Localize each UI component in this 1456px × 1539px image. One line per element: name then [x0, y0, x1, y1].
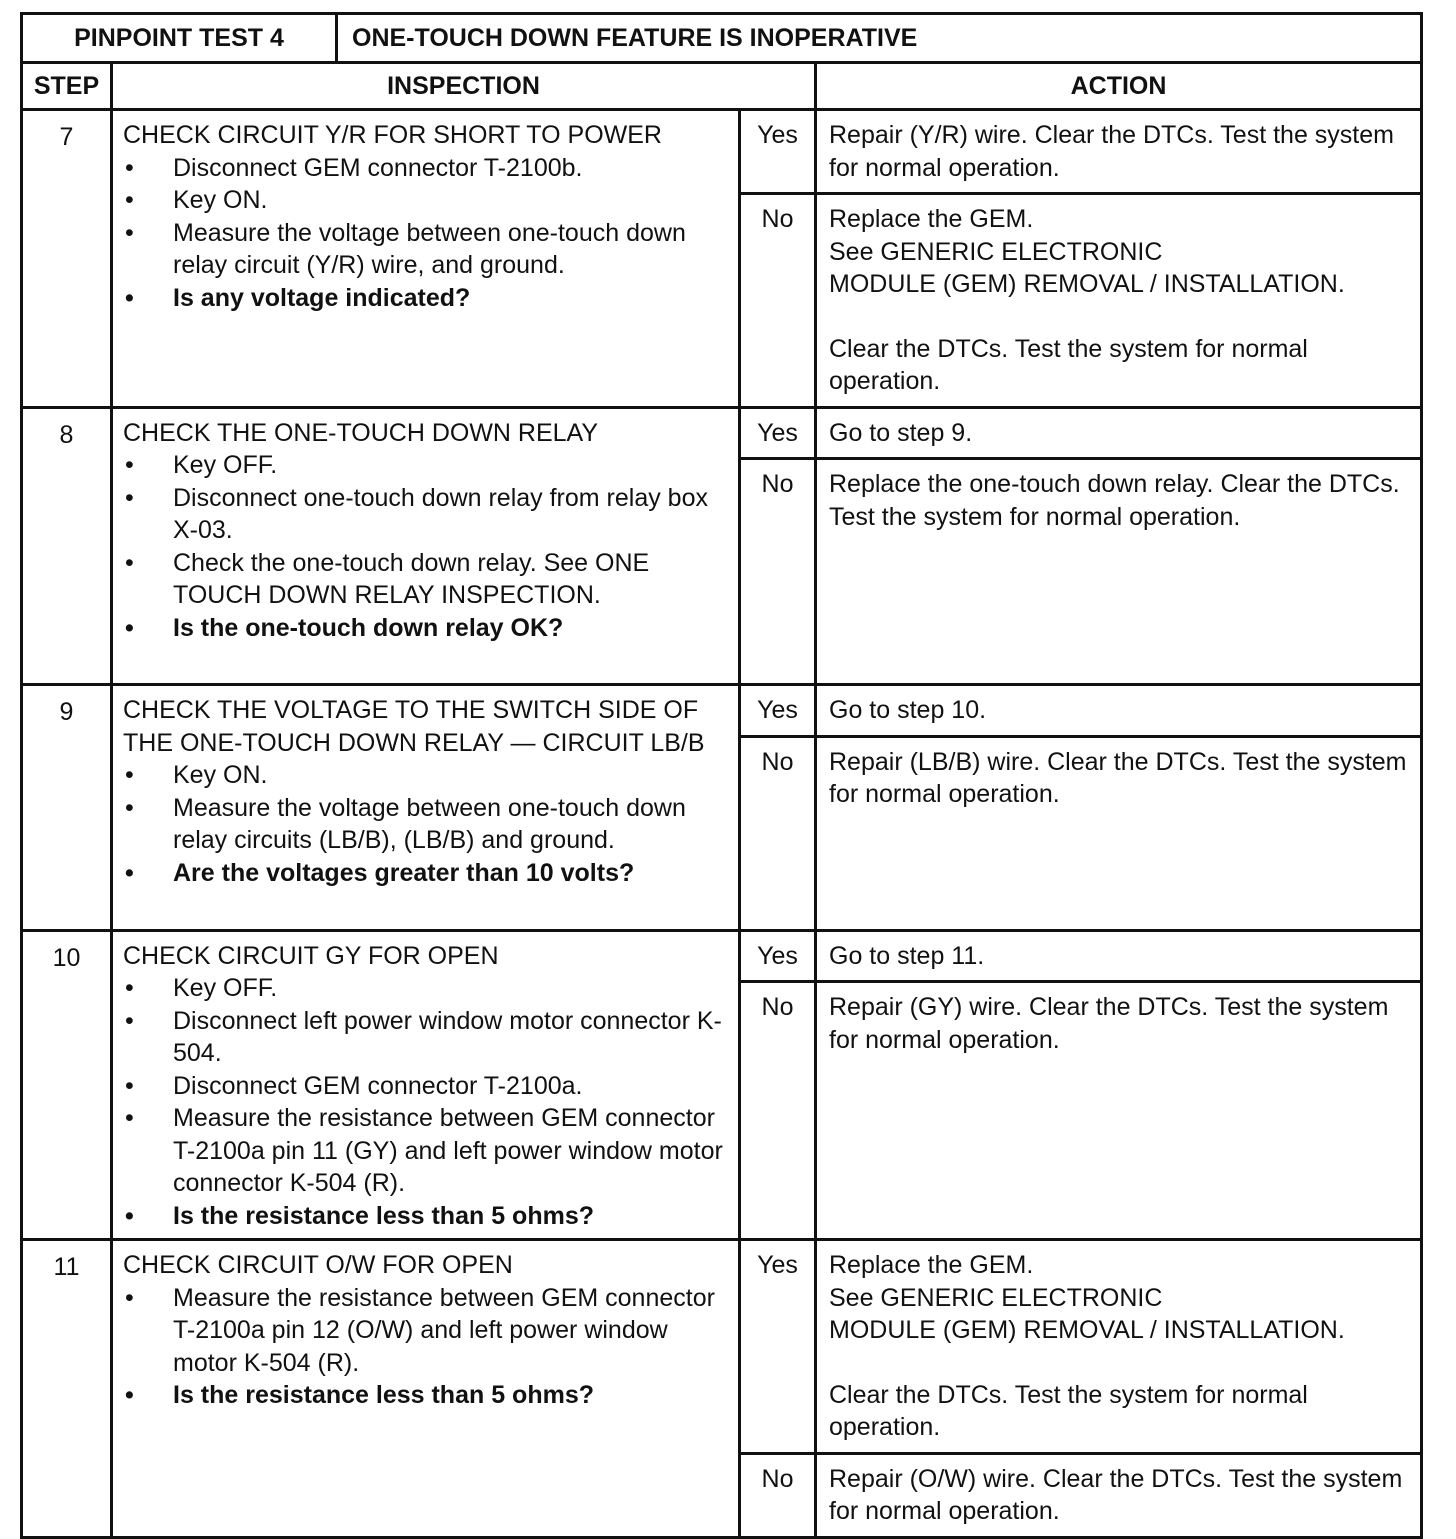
inspection-bullets: [123, 972, 732, 1232]
action-yes: [816, 407, 1422, 459]
column-header-step: STEP: [22, 63, 112, 110]
bullet-icon: •: [125, 548, 134, 577]
bullet-icon: •: [125, 974, 134, 1002]
question-text: Is any voltage indicated?: [173, 283, 471, 312]
inspection-cell: [112, 407, 740, 685]
answer-yes-label: Yes: [740, 1240, 816, 1454]
inspection-bullet: [123, 759, 732, 792]
bullet-icon: •: [125, 613, 134, 642]
bullet-text: Measure the voltage between one-touch down relay circuit (Y/R) wire, and ground.: [173, 218, 686, 279]
inspection-question: [123, 857, 732, 890]
column-header-action: ACTION: [816, 63, 1422, 110]
bullet-icon: •: [125, 218, 134, 247]
bullet-icon: •: [125, 761, 134, 789]
action-yes: [816, 1240, 1422, 1454]
answer-no-label: No: [740, 459, 816, 685]
action-text: Repair (GY) wire. Clear the DTCs. Test the system for normal operation.: [829, 993, 1389, 1054]
action-text: Repair (O/W) wire. Clear the DTCs. Test the system for normal operation.: [829, 1464, 1403, 1525]
inspection-title: CHECK THE VOLTAGE TO THE SWITCH SIDE OF THE ONE-TOUCH DOWN RELAY — CIRCUIT LB/B: [123, 696, 705, 757]
answer-yes-label: Yes: [740, 407, 816, 459]
inspection-title: CHECK CIRCUIT O/W FOR OPEN: [123, 1251, 513, 1279]
action-no: [816, 736, 1422, 930]
bullet-text: Check the one-touch down relay. See ONE TOUCH DOWN RELAY INSPECTION.: [173, 548, 650, 609]
bullet-icon: •: [125, 1006, 134, 1035]
answer-yes-label: Yes: [740, 110, 816, 194]
action-text: Go to step 9.: [829, 418, 973, 447]
inspection-bullet: [123, 972, 732, 1005]
action-yes: [816, 930, 1422, 982]
inspection-bullets: [123, 152, 732, 315]
step-number: 10: [22, 930, 112, 1240]
answer-no-label: No: [740, 736, 816, 930]
action-text: MODULE (GEM) REMOVAL / INSTALLATION.: [829, 1316, 1345, 1344]
bullet-text: Disconnect GEM connector T-2100a.: [173, 1071, 583, 1100]
inspection-bullets: [123, 1282, 732, 1412]
bullet-icon: •: [125, 1104, 134, 1132]
pinpoint-test-table: [20, 12, 1423, 1539]
bullet-text: Key OFF.: [173, 974, 278, 1002]
bullet-icon: •: [125, 283, 134, 312]
answer-no-label: No: [740, 1453, 816, 1537]
inspection-bullets: [123, 449, 732, 644]
action-text: Repair (LB/B) wire. Clear the DTCs. Test the system for normal operation.: [829, 747, 1407, 808]
pinpoint-test-document: [20, 12, 1420, 1539]
question-text: Is the resistance less than 5 ohms?: [173, 1201, 594, 1230]
test-id: PINPOINT TEST 4: [23, 15, 338, 61]
bullet-text: Measure the resistance between GEM connector T-2100a pin 11 (GY) and left power window motor connector K-504 (R).: [173, 1104, 723, 1197]
step-number: 11: [22, 1240, 112, 1538]
inspection-bullet: [123, 1102, 732, 1200]
question-text: Are the voltages greater than 10 volts?: [173, 858, 635, 887]
inspection-cell: [112, 685, 740, 931]
inspection-title: CHECK CIRCUIT GY FOR OPEN: [123, 941, 499, 970]
answer-no-label: No: [740, 194, 816, 408]
bullet-icon: •: [125, 793, 134, 822]
inspection-title: CHECK CIRCUIT Y/R FOR SHORT TO POWER: [123, 121, 662, 149]
column-header-row: [22, 63, 1422, 110]
inspection-bullet: [123, 792, 732, 857]
question-text: Is the one-touch down relay OK?: [173, 613, 564, 642]
bullet-text: Measure the resistance between GEM connector T-2100a pin 12 (O/W) and left power window motor K-504 (R).: [173, 1283, 715, 1377]
action-text: See GENERIC ELECTRONIC: [829, 1283, 1163, 1312]
action-text: Replace the GEM.: [829, 205, 1034, 233]
step-number: 9: [22, 685, 112, 931]
action-spacer: [829, 1347, 1412, 1379]
inspection-bullet: [123, 1070, 732, 1103]
bullet-icon: •: [125, 186, 134, 214]
bullet-icon: •: [125, 1201, 134, 1230]
action-text: Repair (Y/R) wire. Clear the DTCs. Test the system for normal operation.: [829, 121, 1394, 182]
test-title: ONE-TOUCH DOWN FEATURE IS INOPERATIVE: [352, 23, 918, 52]
bullet-text: Key ON.: [173, 761, 268, 789]
bullet-icon: •: [125, 483, 134, 512]
action-no: [816, 194, 1422, 408]
step-row: [22, 407, 1422, 459]
action-text: Replace the one-touch down relay. Clear the DTCs. Test the system for normal operation.: [829, 470, 1400, 531]
bullet-icon: •: [125, 858, 134, 887]
bullet-text: Key ON.: [173, 186, 268, 214]
action-text: Go to step 10.: [829, 696, 987, 724]
bullet-text: Measure the voltage between one-touch down relay circuits (LB/B), (LB/B) and ground.: [173, 793, 686, 854]
answer-yes-label: Yes: [740, 685, 816, 737]
step-number: 7: [22, 110, 112, 408]
inspection-bullets: [123, 759, 732, 889]
action-spacer: [829, 301, 1412, 333]
bullet-icon: •: [125, 451, 134, 479]
inspection-bullet: [123, 547, 732, 612]
inspection-bullet: [123, 1005, 732, 1070]
inspection-cell: [112, 930, 740, 1240]
inspection-bullet: [123, 184, 732, 217]
bullet-icon: •: [125, 1381, 134, 1409]
answer-no-label: No: [740, 982, 816, 1240]
inspection-question: [123, 612, 732, 645]
bullet-text: Disconnect one-touch down relay from relay box X-03.: [173, 483, 708, 544]
test-header-row: [22, 14, 1422, 63]
bullet-icon: •: [125, 153, 134, 182]
action-text: Clear the DTCs. Test the system for normal operation.: [829, 334, 1308, 395]
inspection-bullet: [123, 449, 732, 482]
inspection-bullet: [123, 152, 732, 185]
action-yes: [816, 685, 1422, 737]
action-no: [816, 459, 1422, 685]
bullet-text: Disconnect GEM connector T-2100b.: [173, 153, 583, 182]
action-no: [816, 982, 1422, 1240]
bullet-icon: •: [125, 1071, 134, 1100]
inspection-question: [123, 282, 732, 315]
step-number: 8: [22, 407, 112, 685]
step-row: [22, 110, 1422, 194]
inspection-cell: [112, 110, 740, 408]
inspection-bullet: [123, 217, 732, 282]
step-row: [22, 930, 1422, 982]
bullet-icon: •: [125, 1283, 134, 1312]
inspection-bullet: [123, 482, 732, 547]
action-text: Replace the GEM.: [829, 1251, 1034, 1279]
action-yes: [816, 110, 1422, 194]
inspection-question: [123, 1379, 732, 1412]
inspection-cell: [112, 1240, 740, 1538]
step-row: [22, 685, 1422, 737]
action-text: Clear the DTCs. Test the system for normal operation.: [829, 1380, 1308, 1441]
answer-yes-label: Yes: [740, 930, 816, 982]
inspection-bullet: [123, 1282, 732, 1380]
inspection-question: [123, 1200, 732, 1233]
action-text: See GENERIC ELECTRONIC: [829, 237, 1163, 266]
action-text: MODULE (GEM) REMOVAL / INSTALLATION.: [829, 270, 1345, 298]
action-no: [816, 1453, 1422, 1537]
question-text: Is the resistance less than 5 ohms?: [173, 1381, 594, 1409]
step-row: [22, 1240, 1422, 1454]
action-text: Go to step 11.: [829, 941, 985, 970]
column-header-inspection: INSPECTION: [112, 63, 816, 110]
inspection-title: CHECK THE ONE-TOUCH DOWN RELAY: [123, 418, 599, 447]
bullet-text: Disconnect left power window motor connector K-504.: [173, 1006, 722, 1067]
bullet-text: Key OFF.: [173, 451, 278, 479]
